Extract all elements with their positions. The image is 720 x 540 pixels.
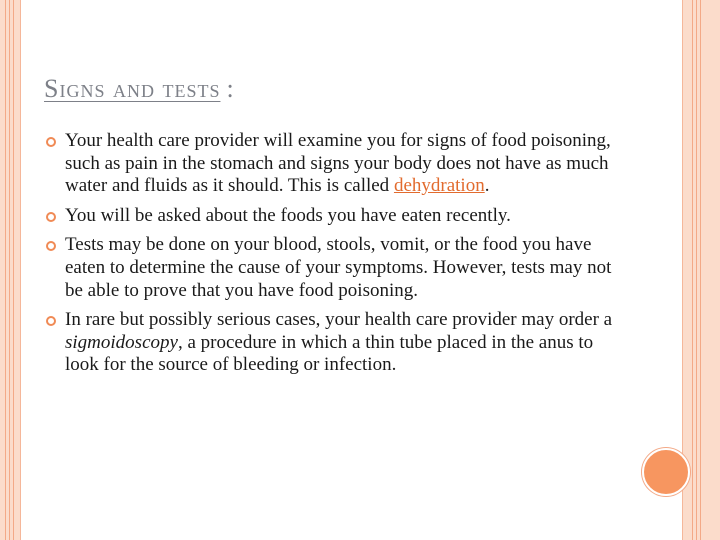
bullet-text: Tests may be done on your blood, stools, vomit, or the food you have eaten to determine the cause of your symptoms. However, tests may not be able to prove that you have food poisoning. [65,234,612,301]
right-decorative-border [683,0,720,540]
slide-title-text: Signs and tests [44,74,221,103]
circle-bullet-icon [46,241,56,251]
dehydration-link[interactable]: dehydration [393,175,485,197]
circle-bullet-icon [46,212,56,222]
slide-title-colon: : [226,74,235,103]
list-item [46,130,616,198]
bullet-text-end: . [484,175,490,197]
slide-title [44,74,235,104]
left-content-edge [20,0,21,540]
list-item [46,309,616,377]
left-decorative-border [0,0,20,540]
list-item [46,205,616,228]
sigmoidoscopy-emphasis: sigmoidoscopy [65,331,178,353]
bullet-text: You will be asked about the foods you have eaten recently. [65,204,511,226]
list-item [46,234,616,302]
bullet-text: Your health care provider will examine you for signs of food poisoning, such as pain in the stomach and signs your body does not have as much water and fluids as it should. This is called [65,130,611,197]
bullet-list [46,130,616,384]
circle-bullet-icon [46,137,56,147]
bullet-text: In rare but possibly serious cases, your health care provider may order a [65,309,613,331]
bullet-text-end: , a procedure in which a thin tube placed in the anus to look for the source of bleeding or infection. [65,331,594,376]
circle-bullet-icon [46,316,56,326]
decorative-circle [642,448,690,496]
